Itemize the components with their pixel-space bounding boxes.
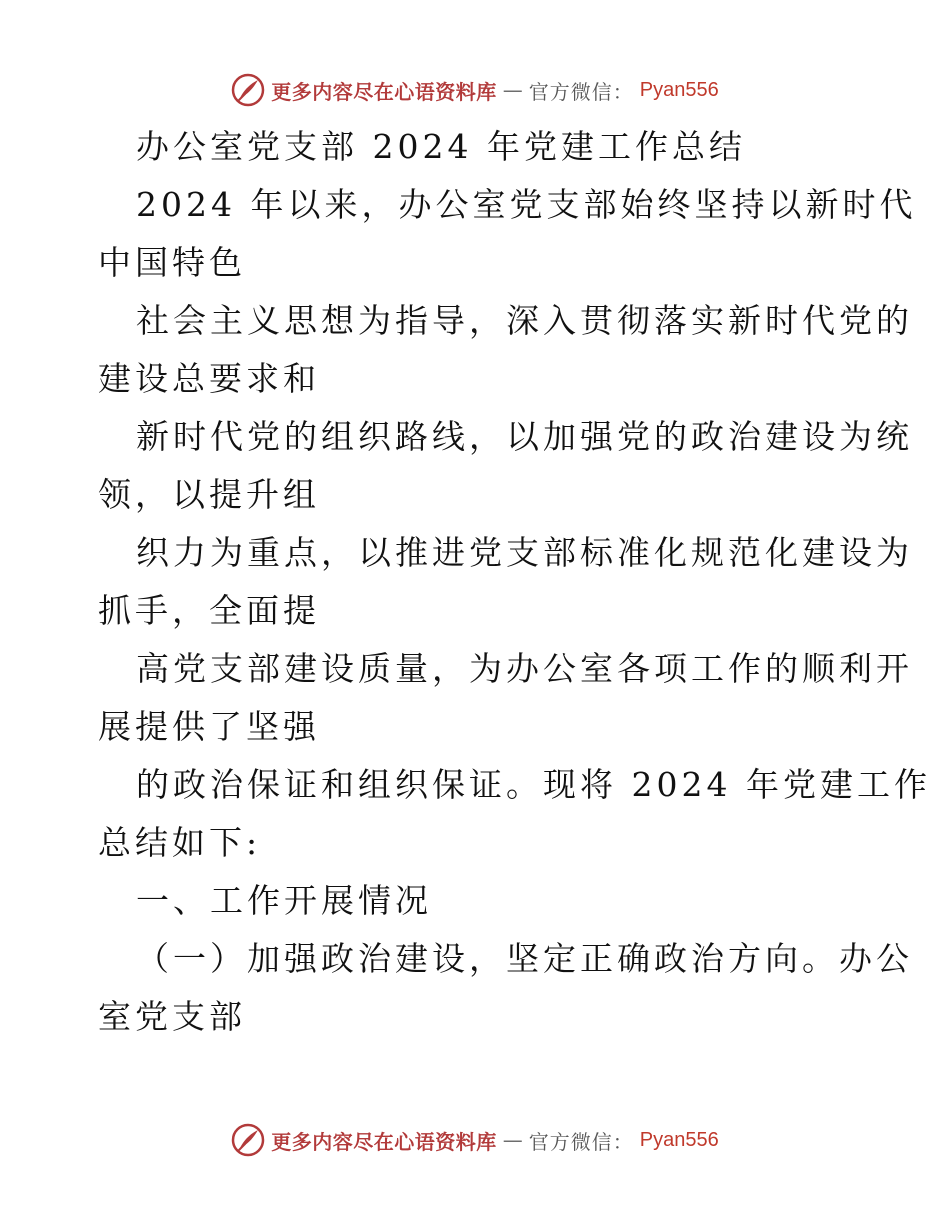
document-line: 新时代党的组织路线，以加强党的政治建设为统 [136,417,913,456]
document-line: （一）加强政治建设，坚定正确政治方向。办公 [136,939,913,978]
document-line: 一、工作开展情况 [136,881,432,920]
document-line: 室党支部 [98,997,246,1036]
document-line: 2024 年以来，办公室党支部始终坚持以新时代 [136,185,917,224]
watermark-wechat-id: Pyan556 [639,1128,719,1151]
document-line: 展提供了坚强 [98,707,320,746]
footer-watermark [0,1120,950,1160]
feather-pen-logo-icon [231,1123,265,1157]
header-watermark [0,70,950,110]
watermark-wechat-label: 官方微信： [528,1129,634,1154]
feather-pen-logo-icon [231,73,265,107]
watermark-text: 更多内容尽在心语资料库 [271,79,497,104]
watermark-separator: — [502,78,523,102]
document-line: 总结如下: [98,823,262,862]
document-line: 办公室党支部 2024 年党建工作总结 [136,127,746,166]
document-line: 领，以提升组 [98,475,320,514]
document-line: 抓手，全面提 [98,591,320,630]
document-line: 建设总要求和 [98,359,320,398]
document-line: 中国特色 [98,243,246,282]
document-line: 高党支部建设质量，为办公室各项工作的顺利开 [136,649,913,688]
watermark-wechat-label: 官方微信： [528,79,634,104]
watermark-separator: — [502,1128,523,1152]
watermark-wechat-id: Pyan556 [639,78,719,101]
document-body [98,118,931,1046]
document-line: 社会主义思想为指导，深入贯彻落实新时代党的 [136,301,913,340]
watermark-text: 更多内容尽在心语资料库 [271,1129,497,1154]
document-line: 的政治保证和组织保证。现将 2024 年党建工作 [136,765,931,804]
document-line: 织力为重点，以推进党支部标准化规范化建设为 [136,533,913,572]
